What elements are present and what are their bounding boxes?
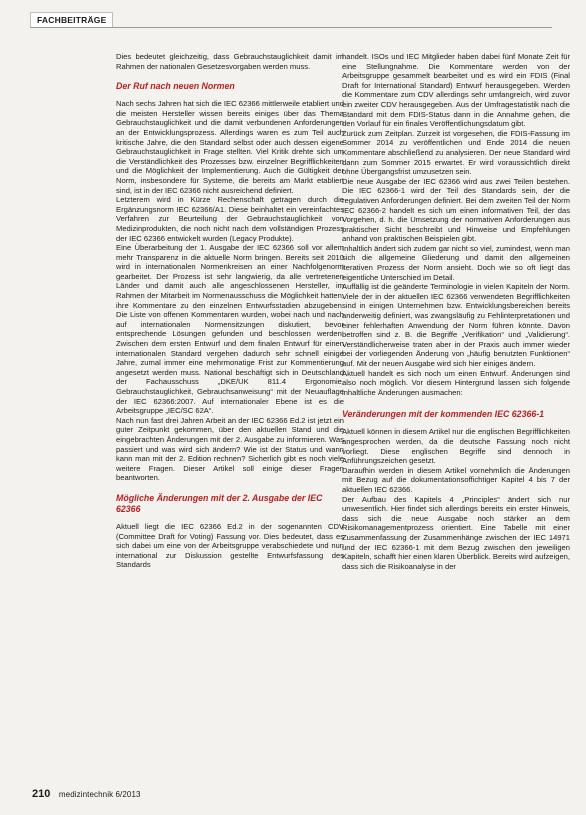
paragraph: Dies bedeutet gleichzeitig, dass Gebrauchstauglichkeit damit im Rahmen der nationalen Gesetzesvorgaben werden muss.: [116, 52, 344, 71]
paragraph: Aktuell liegt die IEC 62366 Ed.2 in der sogenannten CDV (Committee Draft for Voting) Fassung vor. Dies bedeutet, dass es sich dabei um eine von der Arbeitsgruppe verabschiedete und nun international zur Diskussion gestellte Entwurfsfassung des Standards: [116, 521, 344, 570]
paragraph: Eine Überarbeitung der 1. Ausgabe der IEC 62366 soll vor allem mehr Transparenz in die aktuelle Norm bringen. Bereits seit 2010 wird in internationalen Normenkreisen an einer Nachfolgenorm gearbeitet. Der Prozess ist sehr langwierig, da alle vertretenen Länder und damit auch alle angeschlossenen Hersteller, im Rahmen der Mitarbeit im Normenausschuss die Möglichkeit hatten, ihre Kommentare zu den einzelnen Entwurfsstadien abzugeben. Die Liste von offenen Kommentaren wurden, wobei nach und nach auf internationalen Normensitzungen diskutiert, bevor entsprechende Lösungen gefunden und beschlossen werden. Zwischen dem ersten Entwurf und dem finalen Entwurf für einen internationalen Standard vergehen dadurch sehr schnell einige Jahre, zumal immer eine mehrmonatige Frist zur Kommentierung angesetzt werden muss. National beschäftigt sich in Deutschland der Fachausschuss „DKE/UK 811.4 Ergonomie, Gebrauchstauglichkeit, Gebrauchsanweisung“ mit der Neuauflage der IEC 62366:2007. Auf internationaler Ebene ist es die Arbeitsgruppe „IEC/SC 62A“.: [116, 243, 344, 416]
paragraph: Zurück zum Zeitplan. Zurzeit ist vorgesehen, die FDIS-Fassung im Sommer 2014 zu veröffentlichen und Ende 2014 die neuen Kommentare abschließend zu analysieren. Der neue Standard wird dann zum Sommer 2015 erwartet. Er wird voraussichtlich direkt ohne Übergangsfrist umzusetzen sein.: [342, 128, 570, 177]
paragraph: Aktuell können in diesem Artikel nur die englischen Begrifflichkeiten angesprochen werden, da die deutsche Fassung noch nicht vorliegt. Diese englischen Begriffe sind dennoch in Anführungszeichen gesetzt.: [342, 427, 570, 466]
header-rule: [30, 27, 552, 28]
page-header: [0, 0, 586, 32]
page-number: 210: [32, 788, 51, 800]
paragraph: Letzterem wird in Kürze Rechenschaft getragen durch die Ergänzungsnorm IEC 62366/A1. Diese beinhaltet ein vereinfachtes Verfahren zur Beurteilung der Gebrauchstauglichkeit von Medizinprodukten, die noch nicht nach dem vollständigen Prozess der IEC 62366 entwickelt wurden (Legacy Produkte).: [116, 195, 344, 243]
section-heading: Der Ruf nach neuen Normen: [116, 81, 235, 92]
paragraph: Auffällig ist die geänderte Terminologie in vielen Kapiteln der Norm. Viele der in der aktuellen IEC 62366 verwendeten Begrifflichkeiten sind in einigen Unternehmen bzw. Entwicklungsbereichen bereits anderweitig definiert, was zwangsläufig zu Fehlinterpretationen und einer fehlerhaften Anwendung der Norm führen könnte. Davon betroffen sind z. B. die Begriffe „Verifikation“ und „Validierung“. Verständlicherweise traten aber in der Praxis auch immer wieder bei der vorliegenden Änderung von „häufig benutzten Funktionen“ auf. Mit der neuen Ausgabe wird sich hier einiges ändern.: [342, 282, 570, 368]
paragraph: Inhaltlich ändert sich zudem gar nicht so viel, zumindest, wenn man sich die allgemeine Gliederung und damit den allgemeinen iterativen Prozess der Norm ansieht. Doch wie so oft liegt das eigentliche Unterschied im Detail.: [342, 243, 570, 282]
section-heading: Veränderungen mit der kommenden IEC 62366-1: [342, 409, 545, 420]
magazine-name: medizintechnik 6/2013: [58, 790, 141, 799]
paragraph: handelt. ISOs und IEC Mitglieder haben dabei fünf Monate Zeit für eine Stellungnahme. Die Kommentare werden von der Arbeitsgruppe gesammelt bearbeitet und es wird ein FDIS (Final Draft for International Standard) Entwurf herausgegeben. Werden die Kommentare zum CDV allerdings sehr umfangreich, wird zuvor ein zweiter CDV herausgegeben. Aus der Umfragestatistik nach die Standard mit dem FDIS-Status dann in die Annahme gehen, die den Vorlauf für ein finales Veröffentlichungsdatum gibt.: [342, 52, 570, 129]
right-column: [342, 52, 570, 571]
paragraph: Daraufhin werden in diesem Artikel vornehmlich die Änderungen mit Bezug auf die dokumentationsoffichtiger Kapitel 4 bis 7 der aktuellen IEC 62366.: [342, 465, 570, 494]
paragraph: Nach sechs Jahren hat sich die IEC 62366 mittlerweile etabliert und die meisten Hersteller wissen bereits einiges über das Thema Gebrauchstauglichkeit und die damit verbundenen Anforderungen an der Entwicklungsprozess. Allerdings waren es zum Teil auch kritische Jahre, die den Standard selbst oder auch dessen eigene Gebrauchstauglichkeit in Frage stellten. Viel Kritik drehte sich um die Verständlichkeit des Prozesses bzw. einzelner Begrifflichkeiten und die Möglichkeit der Implementierung. Auch die Gültigkeit der Norm, insbesondere für Systeme, die bereits am Markt etabliert sind, ist in der IEC 62366 nicht ausreichend definiert.: [116, 99, 344, 195]
paragraph: Nach nun fast drei Jahren Arbeit an der IEC 62366 Ed.2 ist jetzt ein guter Zeitpunkt gekommen, über den aktuellen Stand und die eingebrachten Änderungen mit der 2. Ausgabe zu informieren. Was passiert und was wird sich ändern? Wie ist der Status und wann kann man mit der 2. Edition rechnen? Sicherlich gibt es noch viele weitere Fragen. Dieser Artikel soll einige dieser Fragen beantworten.: [116, 415, 344, 483]
left-column: [116, 52, 344, 570]
section-label: FACHBEITRÄGE: [30, 12, 113, 27]
page-footer: [32, 788, 141, 800]
paragraph: Der Aufbau des Kapitels 4 „Principles“ ändert sich nur unwesentlich. Hier findet sich allerdings bereits ein erster Hinweis, dass sich die neue Ausgabe noch stärker an dem Risikomanagementprozess orientiert. Eine Tabelle mit einer Zusammenfassung der Zusammenhänge zwischen der IEC 14971 und der IEC 62366-1 mit dem Bezug zwischen den jeweiligen Kapiteln, schafft hier einen klaren Überblick. Bereits wird aufzeigen, dass sich die Risikoanalyse in der: [342, 494, 570, 571]
section-heading: Mögliche Änderungen mit der 2. Ausgabe der IEC 62366: [116, 492, 323, 514]
paragraph: Die neue Ausgabe der IEC 62366 wird aus zwei Teilen bestehen. Die IEC 62366-1 wird der Teil des Standards sein, der die regulativen Anforderungen definiert. Bei dem zweiten Teil der Norm IEC 62366-2 handelt es sich um einen informativen Teil, der das Vorgehen, d. h. die Umsetzung der normativen Anforderungen aus praktischer Sicht beschreibt und Hinweise und Empfehlungen anhand von praktischen Beispielen gibt.: [342, 176, 570, 244]
paragraph: Aktuell handelt es sich noch um einen Entwurf. Änderungen sind also noch möglich. Vor diesem Hintergrund lassen sich folgende inhaltliche Änderungen ausmachen:: [342, 368, 570, 397]
